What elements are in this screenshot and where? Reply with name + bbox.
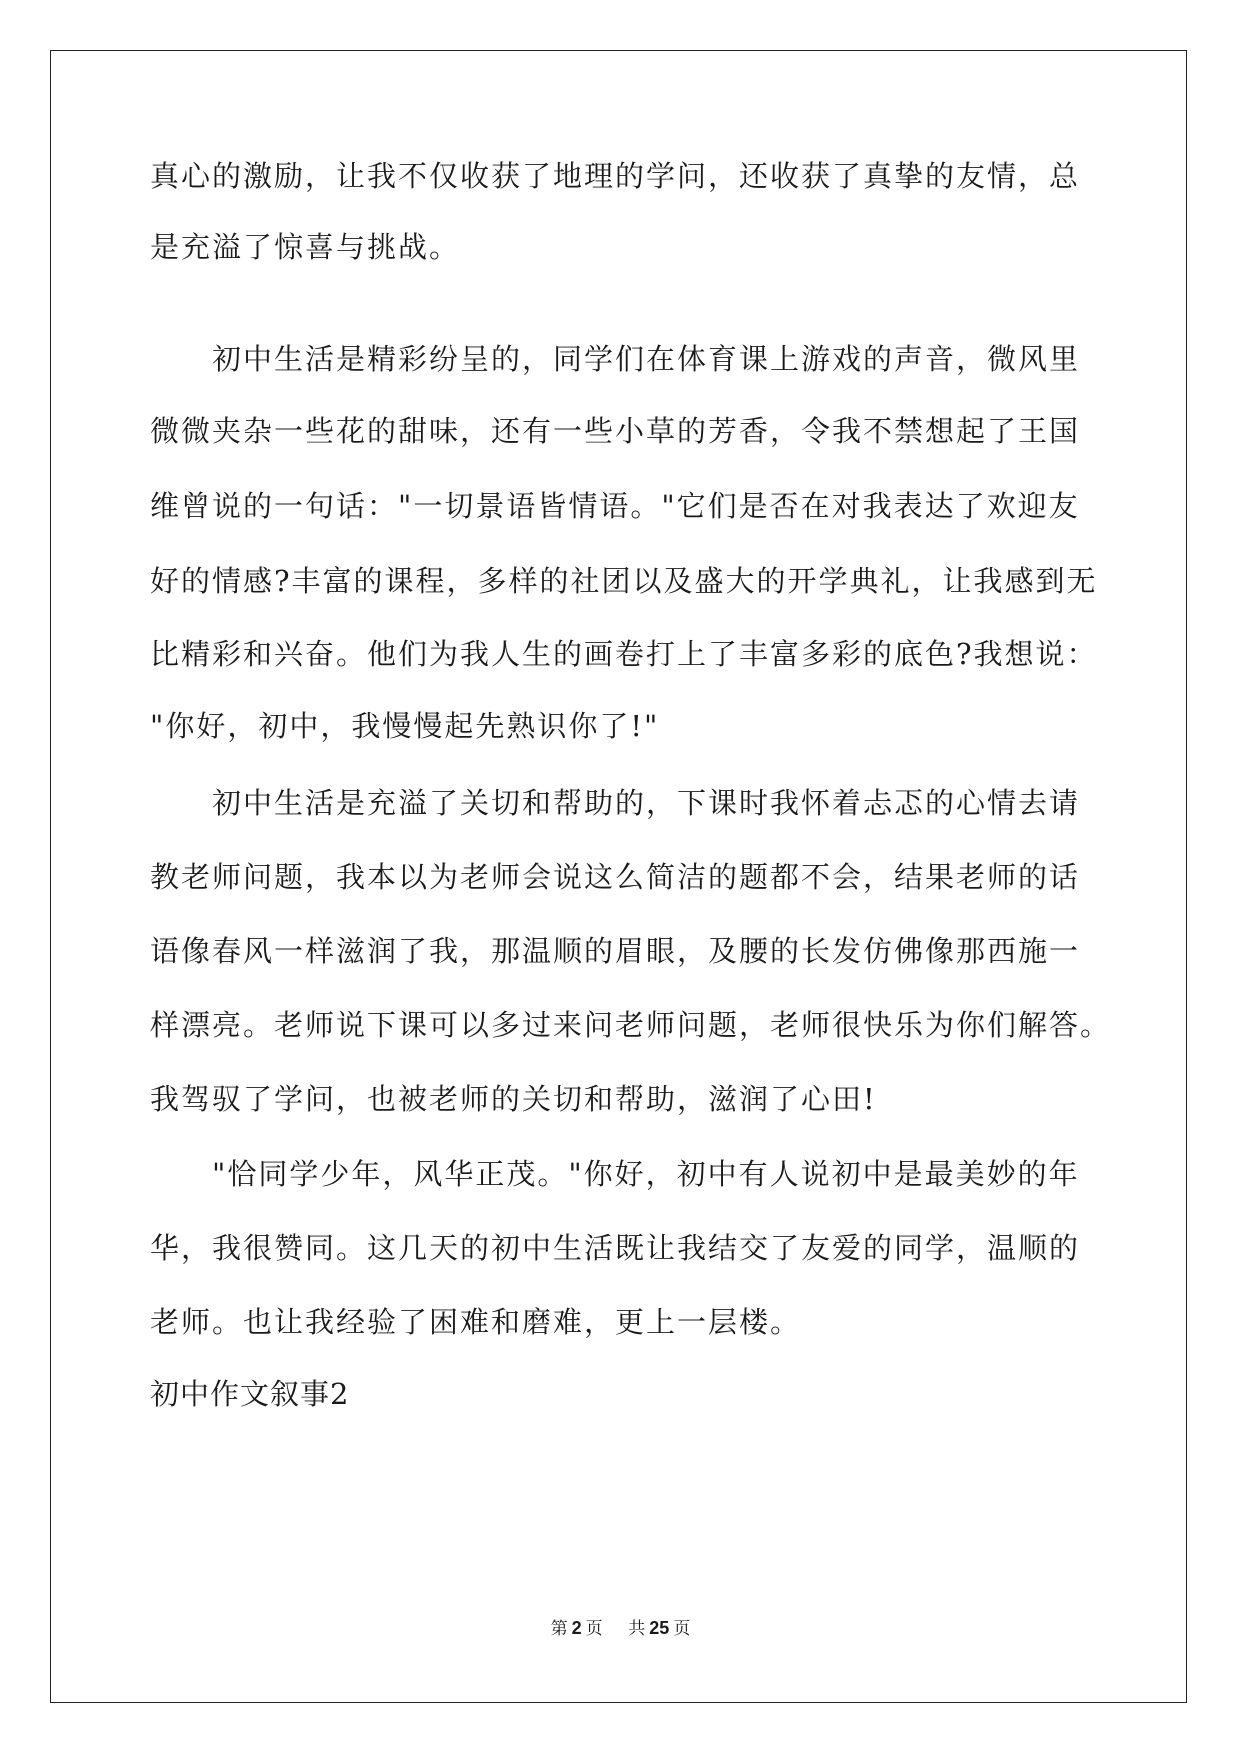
footer-total-unit: 页 <box>673 1619 691 1639</box>
section-heading: 初中作文叙事2 <box>150 1377 350 1411</box>
current-page-number: 2 <box>571 1618 582 1638</box>
text-line: "恰同学少年，风华正茂。"你好，初中有人说初中是最美妙的年 <box>212 1157 1080 1191</box>
text-line: 比精彩和兴奋。他们为我人生的画卷打上了丰富多彩的底色?我想说： <box>150 637 1098 671</box>
text-line: 初中生活是充溢了关切和帮助的，下课时我怀着忐忑的心情去请 <box>212 786 1081 820</box>
text-line: 是充溢了惊喜与挑战。 <box>150 230 461 264</box>
text-line: 维曾说的一句话："一切景语皆情语。"它们是否在对我表达了欢迎友 <box>150 489 1080 523</box>
footer-page-unit: 页 <box>585 1619 603 1639</box>
text-line: 微微夹杂一些花的甜味，还有一些小草的芳香，令我不禁想起了王国 <box>150 414 1081 448</box>
text-line: 华，我很赞同。这几天的初中生活既让我结交了友爱的同学，温顺的 <box>150 1231 1081 1265</box>
page-footer <box>0 1616 1241 1641</box>
text-line: 语像春风一样滋润了我，那温顺的眉眼，及腰的长发仿佛像那西施一 <box>150 934 1081 968</box>
footer-prefix: 第 <box>550 1619 568 1639</box>
text-line: 真心的激励，让我不仅收获了地理的学问，还收获了真挚的友情，总 <box>150 159 1081 193</box>
text-line: 初中生活是精彩纷呈的，同学们在体育课上游戏的声音，微风里 <box>212 342 1081 376</box>
footer-total-prefix: 共 <box>628 1619 646 1639</box>
text-line: 好的情感?丰富的课程，多样的社团以及盛大的开学典礼，让我感到无 <box>150 564 1098 598</box>
text-line: "你好，初中，我慢慢起先熟识你了!" <box>150 709 660 743</box>
total-page-count: 25 <box>649 1618 670 1638</box>
text-line: 样漂亮。老师说下课可以多过来问老师问题，老师很快乐为你们解答。 <box>150 1008 1112 1042</box>
text-line: 老师。也让我经验了困难和磨难，更上一层楼。 <box>150 1305 802 1339</box>
text-line: 我驾驭了学问，也被老师的关切和帮助，滋润了心田! <box>150 1082 877 1116</box>
text-line: 教老师问题，我本以为老师会说这么简洁的题都不会，结果老师的话 <box>150 860 1081 894</box>
